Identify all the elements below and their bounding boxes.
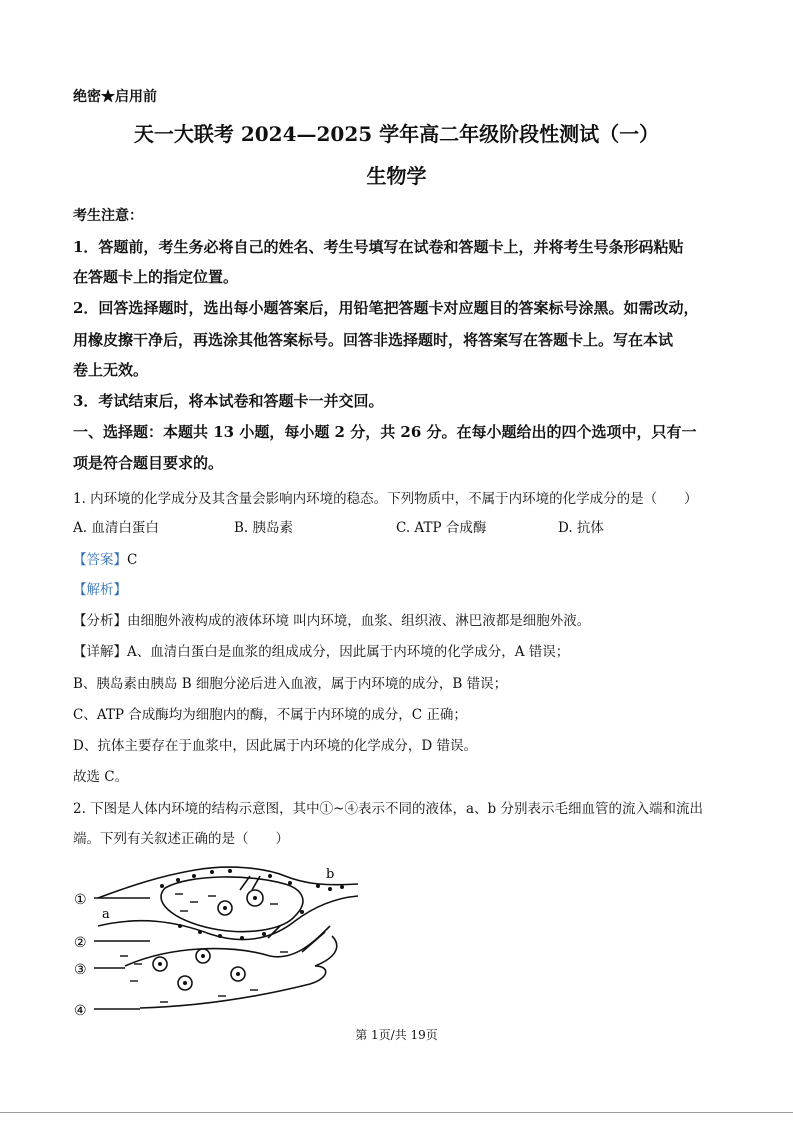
wall-dot	[300, 910, 304, 914]
detail-tag: 【详解】	[73, 644, 127, 660]
answer-tag: 【答案】	[73, 552, 127, 568]
q2-stem-line-1: 2. 下图是人体内环境的结构示意图，其中①~④表示不同的液体，a、b 分别表示毛细血管的流入端和流出	[73, 801, 703, 817]
notice-item-3: 3．考试结束后，将本试卷和答题卡一并交回。	[73, 392, 384, 410]
wall-dot	[210, 870, 214, 874]
q1-option-d: D. 抗体	[558, 520, 604, 536]
wall-dot	[268, 874, 272, 878]
notice-item-1-line-2: 在答题卡上的指定位置。	[73, 268, 239, 286]
q1-detail-b: B、胰岛素由胰岛 B 细胞分泌后进入血液，属于内环境的成分，B 错误；	[73, 676, 508, 692]
wall-dot	[262, 932, 266, 936]
wall-dot	[228, 869, 232, 873]
detail-a-text: A、血清白蛋白是血浆的组成成分，因此属于内环境的化学成分，A 错误；	[127, 644, 570, 660]
wall-dot	[192, 874, 196, 878]
confidential-mark: 绝密★启用前	[73, 89, 157, 105]
capillary-outer-top	[98, 867, 358, 898]
cell-2-nucleus	[223, 906, 227, 910]
notice-item-2-line-3: 卷上无效。	[73, 361, 149, 379]
subject-title: 生物学	[366, 164, 427, 188]
q1-option-c: C. ATP 合成酶	[396, 520, 487, 536]
q1-fenxi	[73, 609, 590, 629]
cell-1-nucleus	[253, 896, 257, 900]
fenxi-text: 由细胞外液构成的液体环境 叫内环境，血浆、组织液、淋巴液都是细胞外液。	[127, 613, 591, 629]
wall-dot	[316, 884, 320, 888]
label-2: ②	[74, 935, 87, 951]
label-a: a	[102, 907, 110, 922]
q1-answer	[73, 548, 137, 568]
capillary-inner-top	[165, 877, 303, 916]
cell-5-nucleus	[236, 972, 240, 976]
answer-value: C	[127, 552, 138, 568]
wall-dot	[160, 884, 164, 888]
q1-option-b: B. 胰岛素	[234, 520, 294, 536]
notice-heading: 考生注意：	[73, 208, 143, 224]
lymph-vessel-outline	[125, 926, 330, 966]
wall-dot	[198, 930, 202, 934]
q1-analysis-tag: 【解析】	[73, 582, 127, 598]
wall-dot	[288, 881, 292, 885]
bottom-divider	[0, 1112, 793, 1113]
inner-environment-figure	[70, 856, 370, 1024]
q1-detail-d: D、抗体主要存在于血浆中，因此属于内环境的化学成分，D 错误。	[73, 738, 477, 754]
notice-item-1-line-1: 1．答题前，考生务必将自己的姓名、考生号填写在试卷和答题卡上，并将考生号条形码粘贴	[73, 238, 684, 256]
label-1: ①	[74, 892, 87, 908]
label-b: b	[326, 867, 335, 882]
wall-dot	[240, 936, 244, 940]
q1-detail-c: C、ATP 合成酶均为细胞内的酶，不属于内环境的成分，C 正确；	[73, 707, 467, 723]
fenxi-tag: 【分析】	[73, 613, 127, 629]
cell-4-nucleus	[201, 954, 205, 958]
wall-dot	[178, 924, 182, 928]
q2-stem-line-2: 端。下列有关叙述正确的是（ ）	[73, 831, 289, 847]
arrow-4	[302, 932, 325, 952]
page-number: 第 1页/共 19页	[355, 1028, 438, 1042]
notice-item-2-line-2: 用橡皮擦干净后，再选涂其他答案标号。回答非选择题时，将答案写在答题卡上。写在本试	[73, 331, 674, 349]
exam-title: 天一大联考 2024—2025 学年高二年级阶段性测试（一）	[133, 122, 660, 146]
cell-3-nucleus	[158, 962, 162, 966]
wall-dot	[176, 878, 180, 882]
wall-dot	[328, 887, 332, 891]
q1-option-a: A. 血清白蛋白	[73, 520, 159, 536]
section-heading-line-1: 一、选择题：本题共 13 小题，每小题 2 分，共 26 分。在每小题给出的四个选项中，只有一	[73, 423, 697, 441]
label-3: ③	[74, 962, 87, 978]
notice-item-2-line-1: 2．回答选择题时，选出每小题答案后，用铅笔把答题卡对应题目的答案标号涂黑。如需改动，	[73, 299, 699, 317]
cell-6-nucleus	[183, 981, 187, 985]
wall-dot	[340, 885, 344, 889]
q1-detail-a	[73, 640, 569, 660]
wall-dot	[218, 934, 222, 938]
q1-stem: 1. 内环境的化学成分及其含量会影响内环境的稳态。下列物质中，不属于内环境的化学成分的是（ ）	[73, 491, 698, 507]
label-4: ④	[74, 1003, 87, 1019]
section-heading-line-2: 项是符合题目要求的。	[73, 454, 224, 472]
q1-conclusion: 故选 C。	[73, 769, 129, 785]
